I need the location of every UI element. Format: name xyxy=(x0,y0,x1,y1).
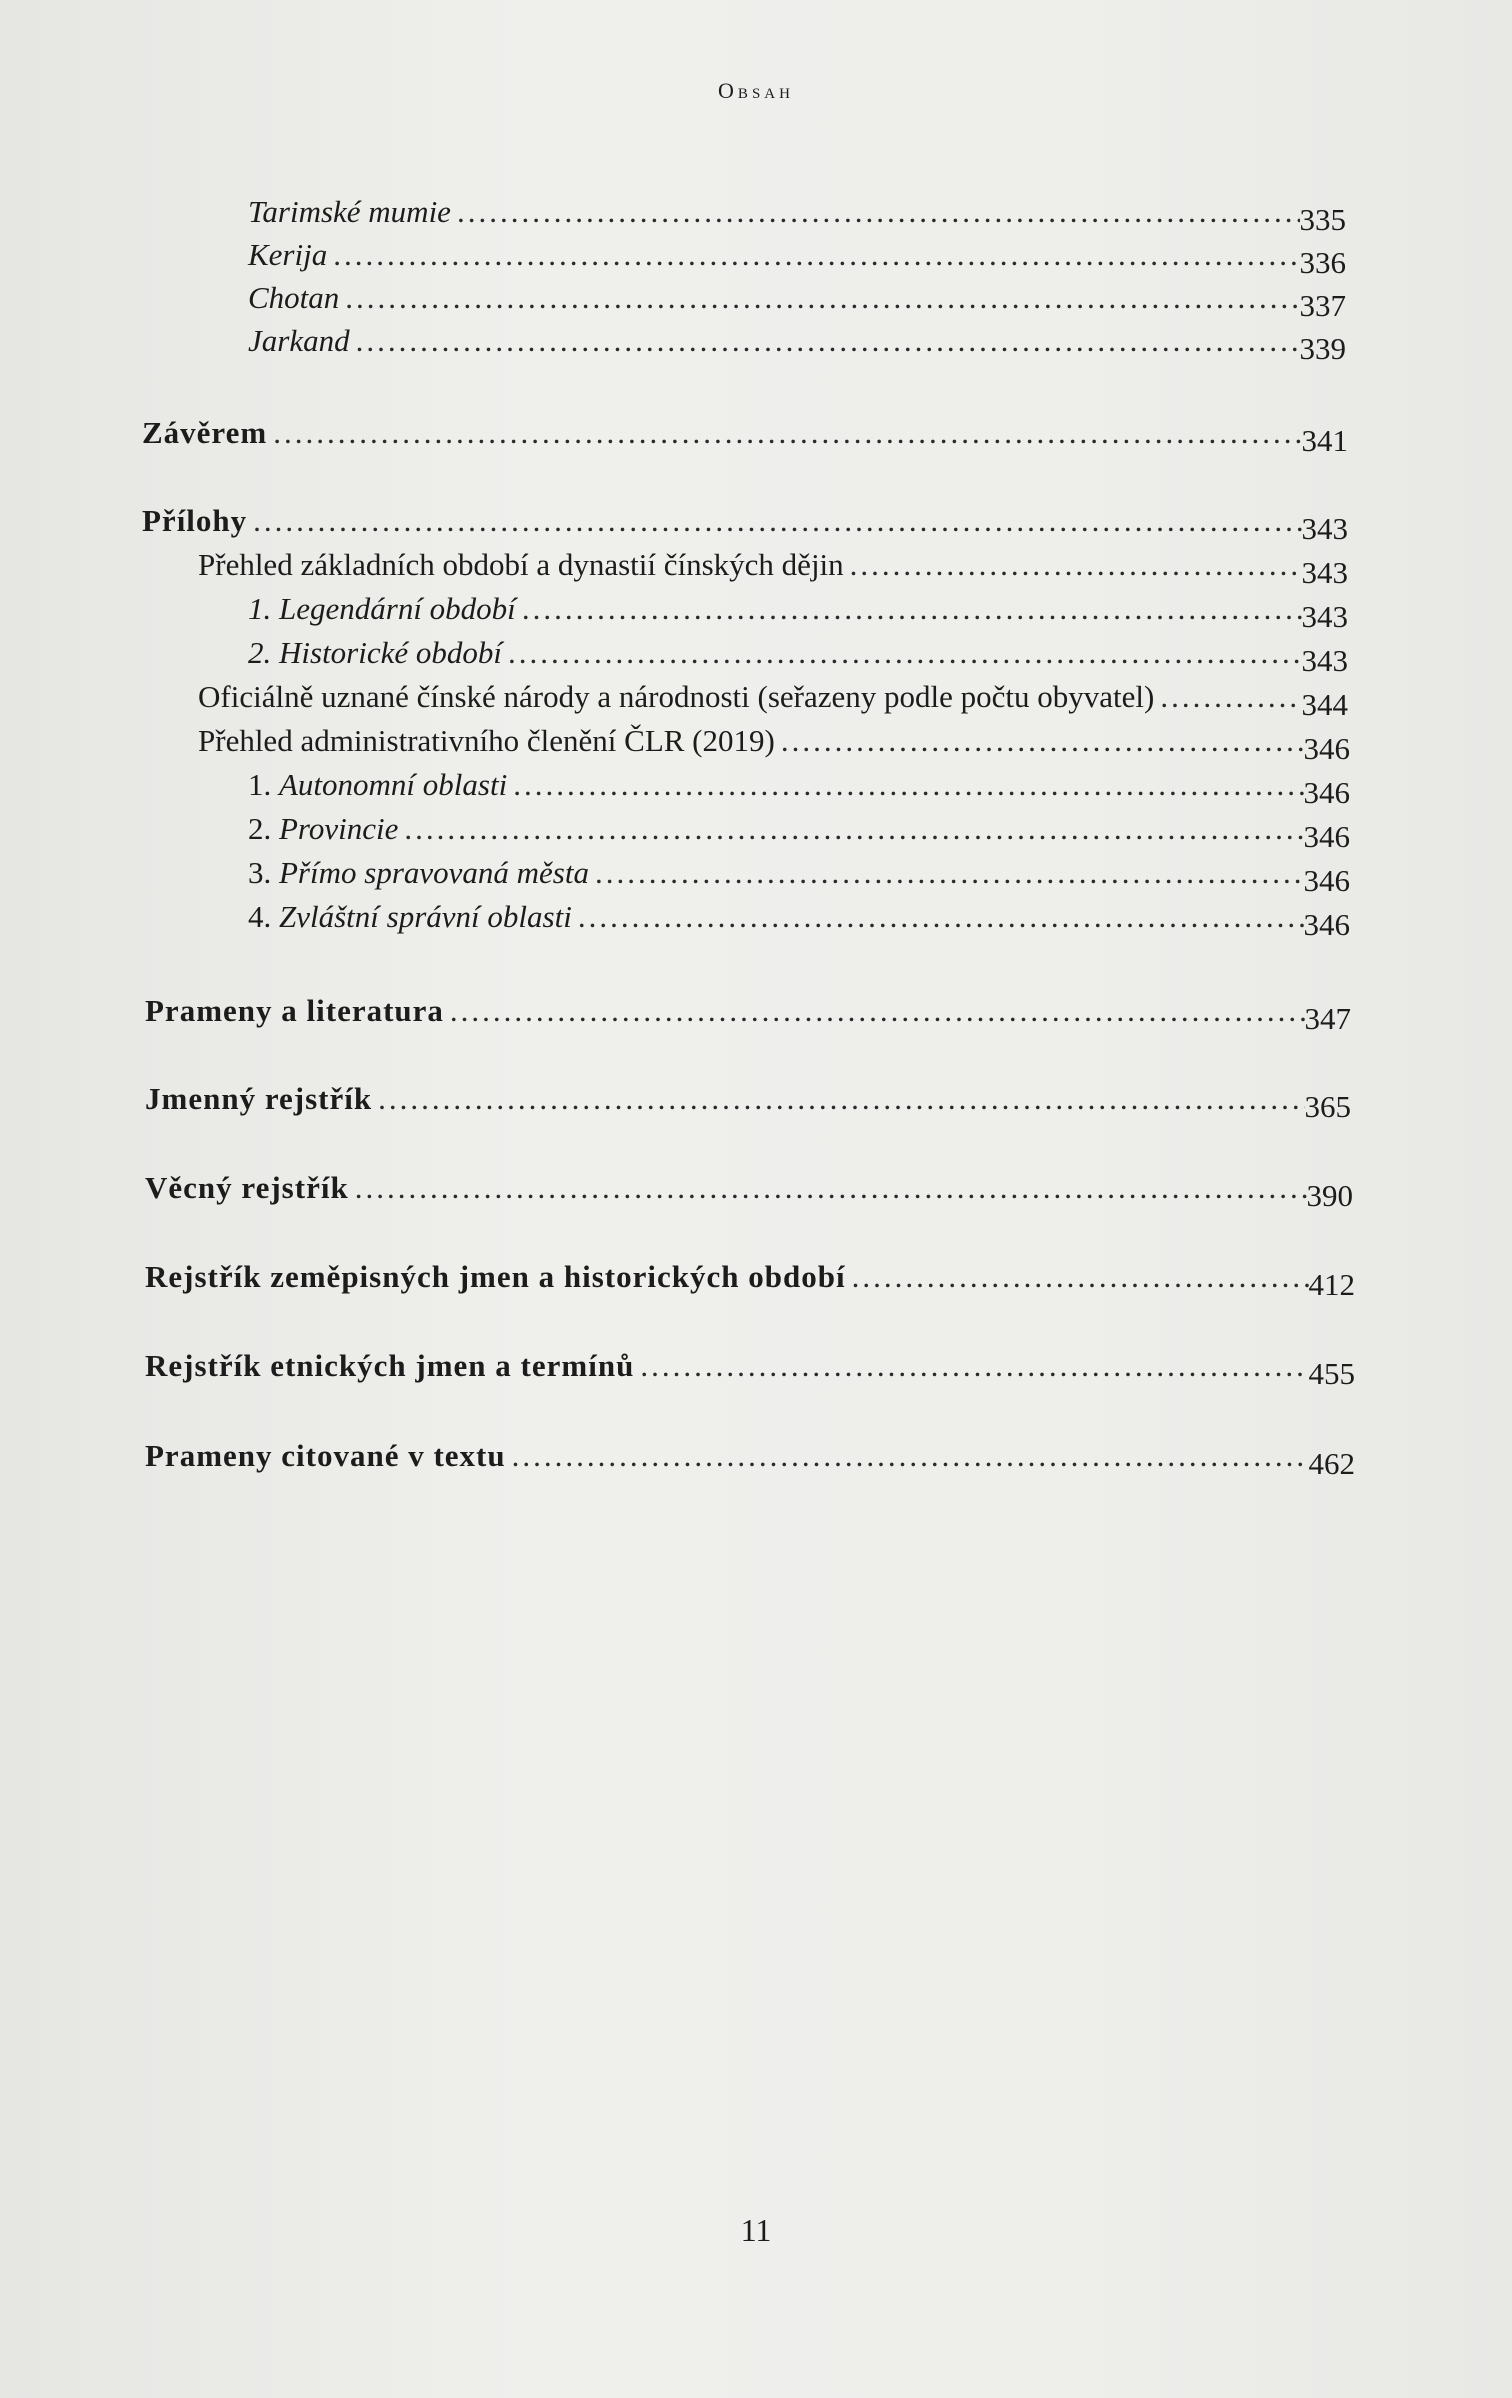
toc-entry-page: 344 xyxy=(1301,687,1348,722)
toc-entry-page: 346 xyxy=(1303,775,1350,810)
running-header: Obsah xyxy=(718,78,794,103)
toc-entry-title: Přehled základních období a dynastií čínských dějin xyxy=(198,547,844,582)
dot-leader xyxy=(572,901,1304,932)
dot-leader xyxy=(267,417,1301,448)
toc-entry-page: 455 xyxy=(1308,1356,1355,1391)
page-number: 11 xyxy=(740,2212,772,2248)
toc-entry xyxy=(198,679,1348,722)
toc-entry xyxy=(248,899,1350,942)
toc-entry-page: 335 xyxy=(1299,202,1346,237)
toc-entry-page: 343 xyxy=(1301,599,1348,634)
toc-entry xyxy=(248,767,1350,810)
toc-chapter-title: Rejstřík etnických jmen a termínů xyxy=(145,1348,635,1383)
toc-chapter xyxy=(142,415,1348,458)
toc-entry-label: Zvláštní správní oblasti xyxy=(279,899,572,934)
toc-entry-label: Provincie xyxy=(279,811,399,846)
toc-entry-title: Přehled administrativního členění ČLR (2019) xyxy=(198,723,775,758)
toc-entry-page: 412 xyxy=(1308,1267,1355,1302)
toc-entry-label: Přímo spravovaná města xyxy=(279,855,589,890)
toc-chapter xyxy=(142,503,1348,546)
toc-entry xyxy=(198,547,1348,590)
dot-leader xyxy=(398,813,1303,844)
dot-leader xyxy=(507,769,1303,800)
toc-chapter xyxy=(145,1170,1353,1213)
toc-entry-number: 4. xyxy=(248,899,272,934)
toc-entry-page: 365 xyxy=(1304,1089,1351,1124)
toc-entry-page: 346 xyxy=(1303,907,1350,942)
toc-entry-number: 2. xyxy=(248,811,272,846)
toc-entry-page: 336 xyxy=(1299,245,1346,280)
toc-entry-page: 343 xyxy=(1301,511,1348,546)
dot-leader xyxy=(349,1172,1307,1203)
toc-chapter xyxy=(145,993,1351,1036)
dot-leader xyxy=(844,549,1302,580)
toc-entry-title: 2. Historické období xyxy=(248,635,502,670)
toc-entry-page: 341 xyxy=(1301,423,1348,458)
toc-entry-title: Chotan xyxy=(248,280,340,315)
toc-entry-title: Kerija xyxy=(248,237,328,272)
toc-entry xyxy=(248,323,1346,366)
toc-entry xyxy=(248,635,1348,678)
toc-entry-page: 343 xyxy=(1301,643,1348,678)
toc-entry-page: 343 xyxy=(1301,555,1348,590)
toc-entry-title: 1. Legendární období xyxy=(248,591,516,626)
toc-entry-page: 337 xyxy=(1299,288,1346,323)
toc-chapter-title: Rejstřík zeměpisných jmen a historických období xyxy=(145,1259,846,1294)
toc-entry-page: 390 xyxy=(1306,1178,1353,1213)
toc-entry-page: 339 xyxy=(1299,331,1346,366)
toc-chapter xyxy=(145,1259,1355,1302)
dot-leader xyxy=(516,593,1302,624)
dot-leader xyxy=(1154,681,1301,712)
toc-entry-title xyxy=(248,769,507,800)
toc-chapter-title: Prameny a literatura xyxy=(145,993,444,1028)
dot-leader xyxy=(451,196,1300,227)
toc-entry xyxy=(248,194,1346,237)
toc-chapter-title: Jmenný rejstřík xyxy=(145,1081,373,1116)
toc-entry xyxy=(248,811,1350,854)
toc-entry-page: 346 xyxy=(1303,819,1350,854)
dot-leader xyxy=(589,857,1304,888)
dot-leader xyxy=(444,995,1305,1026)
toc-entry-title xyxy=(248,901,572,932)
dot-leader xyxy=(846,1261,1309,1292)
toc-entry-page: 347 xyxy=(1304,1001,1351,1036)
toc-entry-title: Tarimské mumie xyxy=(248,194,451,229)
toc-entry-label: Autonomní oblasti xyxy=(279,767,508,802)
toc-entry-title: Oficiálně uznané čínské národy a národnosti (seřazeny podle počtu obyvatel) xyxy=(198,679,1155,714)
toc-entry-number: 1. xyxy=(248,767,272,802)
toc-chapter xyxy=(145,1438,1355,1481)
toc-entry-page: 462 xyxy=(1308,1446,1355,1481)
toc-entry xyxy=(248,280,1346,323)
toc-entry-page: 346 xyxy=(1303,863,1350,898)
toc-entry xyxy=(248,855,1350,898)
toc-chapter xyxy=(145,1081,1351,1124)
dot-leader xyxy=(502,637,1302,668)
dot-leader xyxy=(634,1350,1308,1381)
toc-chapter-title: Závěrem xyxy=(142,415,268,450)
dot-leader xyxy=(327,239,1299,270)
toc-entry xyxy=(248,237,1346,280)
dot-leader xyxy=(339,282,1299,313)
toc-entry-title: Jarkand xyxy=(248,323,350,358)
toc-chapter xyxy=(145,1348,1355,1391)
toc-entry-title xyxy=(248,857,589,888)
dot-leader xyxy=(775,725,1304,756)
toc-chapter-title: Věcný rejstřík xyxy=(145,1170,349,1205)
toc-chapter-title: Prameny citované v textu xyxy=(145,1438,506,1473)
toc-entry xyxy=(248,591,1348,634)
toc-entry-page: 346 xyxy=(1303,731,1350,766)
dot-leader xyxy=(350,325,1300,356)
dot-leader xyxy=(247,505,1301,536)
toc-entry-title xyxy=(248,813,398,844)
toc-entry xyxy=(198,723,1350,766)
dot-leader xyxy=(506,1440,1309,1471)
dot-leader xyxy=(372,1083,1304,1114)
toc-entry-number: 3. xyxy=(248,855,272,890)
toc-chapter-title: Přílohy xyxy=(142,503,248,538)
